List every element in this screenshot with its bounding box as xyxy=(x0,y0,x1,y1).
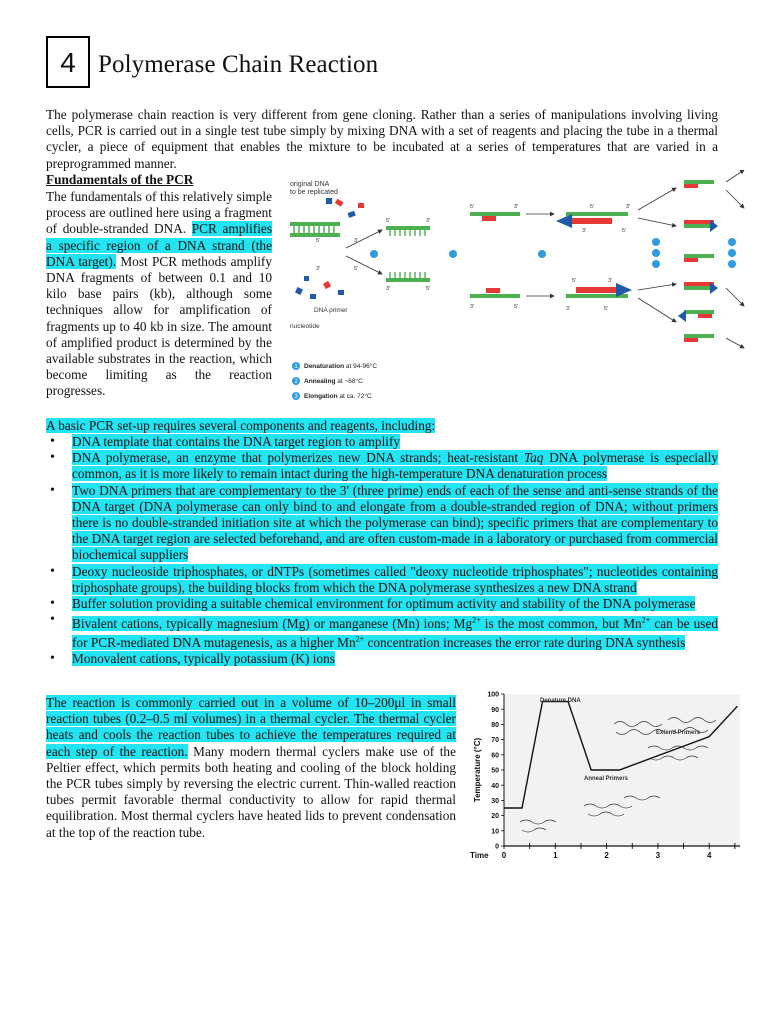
nucleotide-label: nucleotide xyxy=(290,323,320,330)
annealed-strands xyxy=(470,212,520,298)
list-item: • Two DNA primers that are complementary to the 3' (three prime) ends of each of the sense and anti-sense strands of the DNA target (DNA polymerase can only bind to and elongate from a double-stranded region of DNA; without primers there is no double-stranded initiation site at which the polymerase can bind); specific primers that are complementary to the DNA target region are selected beforehand, and are often custom-made in a laboratory or purchased from commercial biochemical suppliers xyxy=(46,483,718,564)
svg-text:Denaturation at 94-96°C: Denaturation at 94-96°C xyxy=(304,363,378,370)
chapter-number: 4 xyxy=(60,47,76,78)
setup-intro-text: A basic PCR set-up requires several components and reagents, including: xyxy=(46,418,436,433)
svg-text:3': 3' xyxy=(608,278,613,284)
x-tick-label: 4 xyxy=(706,851,712,860)
svg-text:3': 3' xyxy=(626,204,631,210)
svg-text:2: 2 xyxy=(294,379,298,386)
step-legend xyxy=(292,362,377,400)
y-axis-label: Temperature (°C) xyxy=(473,737,482,803)
temperature-chart xyxy=(464,688,744,864)
x-axis-label: Time xyxy=(470,851,489,860)
svg-text:5': 5' xyxy=(514,304,519,310)
list-item: • DNA polymerase, an enzyme that polymerizes new DNA strands; heat-resistant Taq DNA polymerase is especially common, as it is more likely to remain intact during the high-temperature DNA denaturation process xyxy=(46,450,718,482)
fundamentals-text-2: Most PCR methods amplify DNA fragments of between 0.1 and 10 kilo base pairs (kb), although some techniques allow for amplification of fragments up to 40 kb in size. The amount of amplified product is determined by the available substrates in the reaction, which become limiting as the reaction progresses. xyxy=(46,253,272,399)
svg-text:3': 3' xyxy=(470,304,475,310)
svg-text:5': 5' xyxy=(354,266,359,272)
svg-text:3': 3' xyxy=(316,266,321,272)
annotation-anneal: Anneal Primers xyxy=(584,776,629,782)
denatured-strands xyxy=(386,226,430,282)
product-strands xyxy=(678,180,718,342)
step-markers xyxy=(370,238,736,268)
svg-text:3': 3' xyxy=(354,238,359,244)
original-dna-label: original DNA to be replicated xyxy=(290,181,338,196)
elongation-strands xyxy=(556,212,632,298)
y-tick-label: 10 xyxy=(491,828,499,836)
svg-text:5': 5' xyxy=(426,286,431,292)
svg-text:3: 3 xyxy=(294,394,298,401)
list-item: • DNA template that contains the DNA target region to amplify xyxy=(46,434,718,450)
step-legend-item xyxy=(292,362,377,370)
list-item: • Bivalent cations, typically magnesium (Mg) or manganese (Mn) ions; $Mg^{2+}$ is the most common, but $Mn^{2+}$ can be used for PCR-mediated DNA mutagenesis, as a higher $Mn^{2+}$ concentration increases the error rate during DNA synthesis xyxy=(46,612,718,651)
y-tick-label: 80 xyxy=(491,722,499,729)
chapter-title: Polymerase Chain Reaction xyxy=(98,51,379,78)
setup-intro xyxy=(46,418,718,434)
svg-text:3': 3' xyxy=(582,228,587,234)
step-legend-item xyxy=(292,377,363,385)
y-tick-label: 40 xyxy=(491,782,499,790)
annotation-denature: Denature DNA xyxy=(540,698,581,704)
y-tick-label: 50 xyxy=(491,767,499,775)
chapter-number-box xyxy=(46,36,90,88)
annotation-extend: Extend Primers xyxy=(656,730,701,736)
x-tick-label: 0 xyxy=(501,851,507,860)
list-item: • Monovalent cations, typically potassium (K) ions xyxy=(46,651,718,667)
svg-text:3': 3' xyxy=(386,286,391,292)
svg-text:5': 5' xyxy=(470,204,475,210)
list-item: • Deoxy nucleoside triphosphates, or dNTPs (sometimes called "deoxy nucleotide triphosphates"; nucleotides containing triphosphate groups), the building blocks from which the DNA polymerase synthesizes a new DNA strand xyxy=(46,564,718,596)
svg-text:3': 3' xyxy=(566,306,571,312)
thermal-cycler-text: Many modern thermal cyclers make use of the Peltier effect, which permits both heating and cooling of the block holding the PCR tubes simply by reversing the electric current. Thin-walled reaction tubes permit favorable thermal conductivity to allow for rapid thermal equilibration. Most thermal cyclers have heated lids to prevent condensation at the top of the reaction tube. xyxy=(46,743,456,840)
x-tick-label: 1 xyxy=(553,851,558,860)
svg-text:5': 5' xyxy=(316,238,321,244)
svg-text:5': 5' xyxy=(590,204,595,210)
fundamentals-heading: Fundamentals of the PCR xyxy=(46,172,194,187)
fundamentals-paragraph xyxy=(46,189,272,400)
svg-text:5': 5' xyxy=(572,278,577,284)
y-tick-label: 20 xyxy=(491,813,499,821)
original-dna-strand xyxy=(290,222,340,237)
pcr-process-figure xyxy=(286,170,756,410)
svg-text:1: 1 xyxy=(294,364,298,371)
thermal-cycler-highlight: The reaction is commonly carried out in a volume of 10–200μl in small reaction tubes (0.2–0.5 ml volumes) in a thermal cycler. The thermal cycler heats and cools the reaction tubes to achieve the temperatures required at each step of the reaction. xyxy=(46,695,456,759)
svg-text:5': 5' xyxy=(386,218,391,224)
svg-text:5': 5' xyxy=(604,306,609,312)
x-tick-label: 3 xyxy=(655,851,661,860)
svg-text:3': 3' xyxy=(426,218,431,224)
y-tick-label: 70 xyxy=(491,737,499,745)
fundamentals-highlight: PCR amplifies a specific region of a DNA strand (the DNA target). xyxy=(46,221,272,269)
svg-text:Elongation at ca. 72°C: Elongation at ca. 72°C xyxy=(304,393,372,400)
y-tick-label: 60 xyxy=(491,752,499,760)
step-legend-item xyxy=(292,392,372,400)
thermal-cycler-paragraph xyxy=(46,695,456,841)
svg-text:5': 5' xyxy=(622,228,627,234)
y-tick-label: 90 xyxy=(491,706,499,714)
svg-text:Annealing at ~68°C: Annealing at ~68°C xyxy=(304,378,363,385)
y-tick-label: 0 xyxy=(495,843,499,851)
nucleotide-pieces xyxy=(295,198,364,299)
y-tick-label: 30 xyxy=(491,798,499,805)
list-item: • Buffer solution providing a suitable chemical environment for optimum activity and stability of the DNA polymerase xyxy=(46,596,718,612)
intro-paragraph: The polymerase chain reaction is very different from gene cloning. Rather than a series of manipulations involving living cells, PCR is carried out in a single test tube simply by mixing DNA with a set of reagents and placing the tube in a thermal cycler, a piece of equipment that enables the mixture to be incubated at a series of temperatures that are varied in a preprogrammed manner. xyxy=(46,107,718,171)
fundamentals-text-1: The fundamentals of this relatively simple process are outlined here using a fragment of double-stranded DNA. xyxy=(46,189,272,237)
dna-primer-label: DNA primer xyxy=(314,307,348,314)
components-list xyxy=(46,434,718,668)
svg-text:3': 3' xyxy=(514,204,519,210)
x-tick-label: 2 xyxy=(604,851,609,860)
y-tick-label: 100 xyxy=(487,691,499,699)
